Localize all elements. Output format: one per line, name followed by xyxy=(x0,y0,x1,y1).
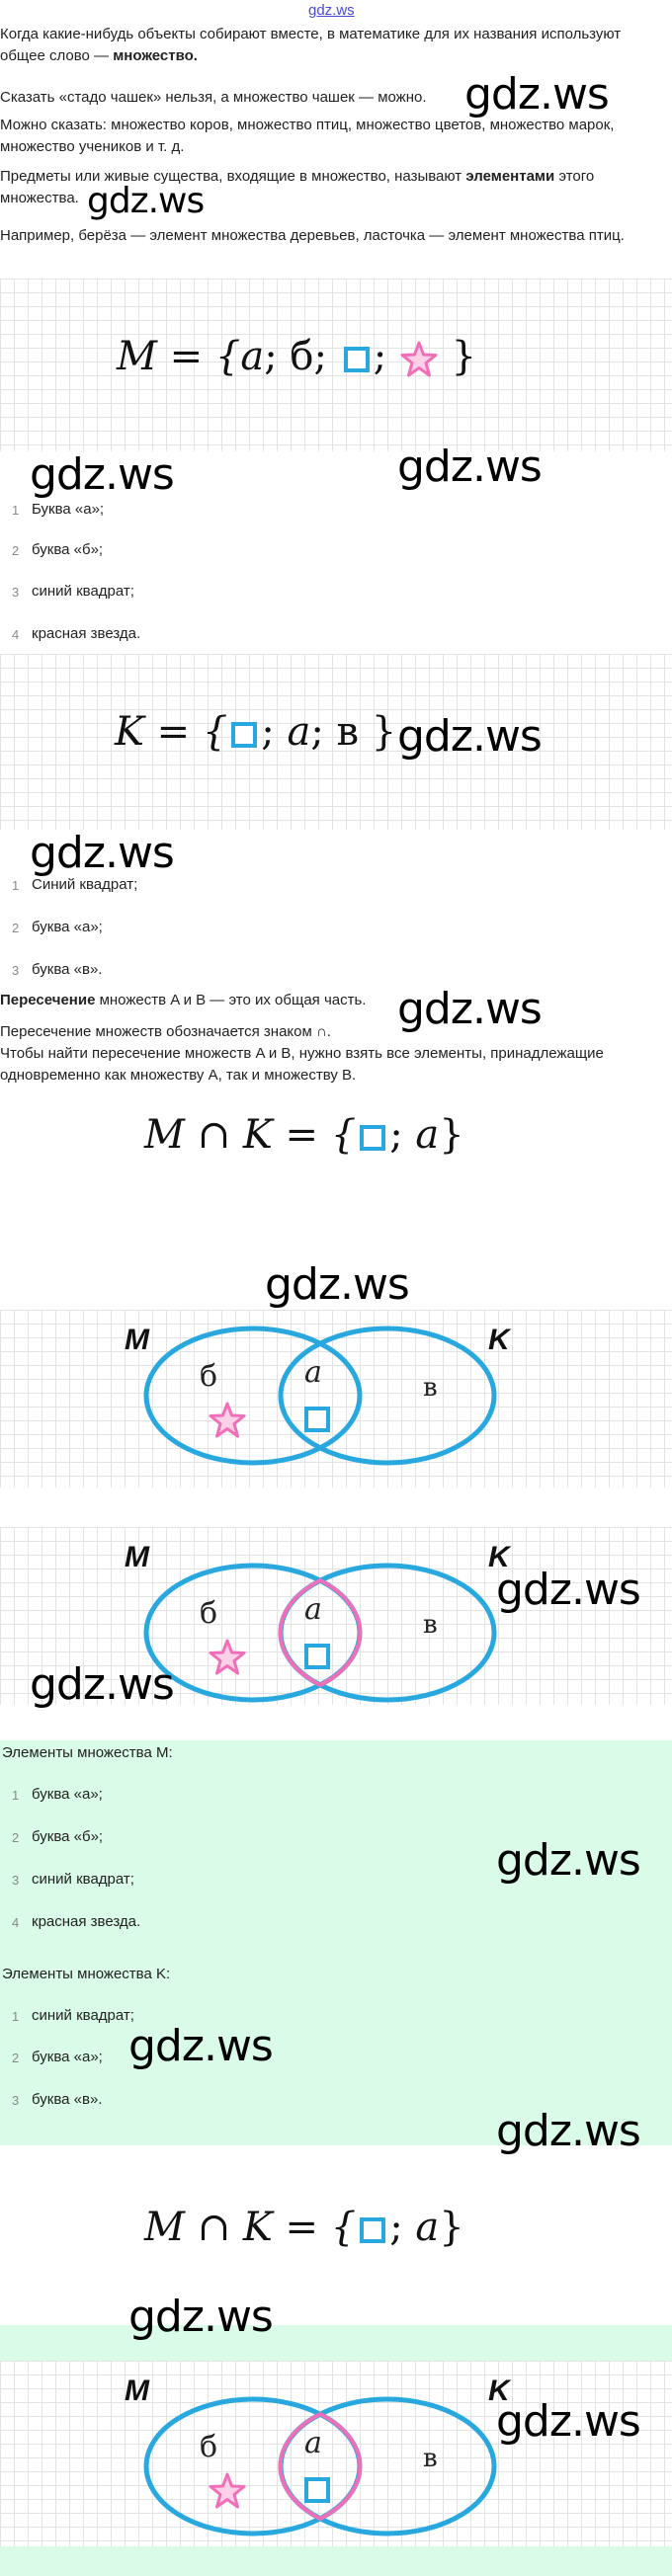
list-number: 2 xyxy=(12,921,20,935)
list-number: 3 xyxy=(12,1873,20,1888)
formula-intersection: M ∩ K = { ; a} xyxy=(144,1112,464,1158)
blue-square-icon xyxy=(304,1407,330,1432)
list-number: 1 xyxy=(12,2009,20,2024)
intersection-paragraph-1 xyxy=(0,990,668,1011)
intro-text: этого множества. xyxy=(0,168,595,206)
pink-star-icon xyxy=(208,1401,247,1440)
intro-text: Когда какие-нибудь объекты собирают вместе, в математике для их названия используют общее слово — xyxy=(0,26,622,64)
intro-paragraph-1 xyxy=(0,24,668,67)
elements-k-title: Элементы множества K: xyxy=(2,1966,171,1982)
venn-circles xyxy=(0,2361,672,2576)
watermark: gdz.ws xyxy=(496,2396,640,2447)
watermark: gdz.ws xyxy=(496,1835,640,1886)
list-item: буква «б»; xyxy=(32,541,104,558)
list-item: синий квадрат; xyxy=(32,1871,134,1888)
watermark: gdz.ws xyxy=(265,1259,409,1310)
element-a: a xyxy=(415,1112,440,1158)
watermark: gdz.ws xyxy=(464,69,609,120)
watermark: gdz.ws xyxy=(496,1565,640,1615)
watermark: gdz.ws xyxy=(397,711,542,762)
venn-element-b: б xyxy=(200,2430,218,2464)
elements-summary-block xyxy=(0,1740,672,2145)
list-number: 4 xyxy=(12,627,20,642)
formula-lhs: K = { xyxy=(115,709,228,755)
venn-element-b: б xyxy=(200,1359,218,1394)
site-logo[interactable]: gdz.ws xyxy=(308,2,355,19)
list-item: буква «б»; xyxy=(32,1828,104,1845)
formula-close: } xyxy=(451,334,477,379)
venn-label-m: M xyxy=(125,1541,149,1573)
venn-diagram-1 xyxy=(0,1310,672,1488)
blue-square-icon xyxy=(304,2477,330,2503)
list-number: 2 xyxy=(12,2051,20,2065)
venn-label-m: M xyxy=(125,2375,149,2407)
venn-label-k: K xyxy=(488,1541,510,1573)
venn-element-a: a xyxy=(304,2426,322,2460)
intro-text: Предметы или живые существа, входящие в множество, называют xyxy=(0,168,466,185)
list-item: синий квадрат; xyxy=(32,583,134,600)
watermark: gdz.ws xyxy=(87,181,205,221)
list-item: синий квадрат; xyxy=(32,2007,134,2024)
formula-set-k: K = { ; a; в } xyxy=(115,709,397,755)
green-strip xyxy=(0,2546,672,2576)
list-item: красная звезда. xyxy=(32,625,141,642)
intersection-paragraph-2: Пересечение множеств обозначается знаком ∩. xyxy=(0,1023,331,1040)
venn-diagram-3 xyxy=(0,2361,672,2576)
venn-element-a: a xyxy=(304,1592,322,1627)
blue-square-icon xyxy=(344,347,370,372)
pink-star-icon xyxy=(208,1638,247,1677)
intro-paragraph-5: Например, берёза — элемент множества деревьев, ласточка — элемент множества птиц. xyxy=(0,227,625,244)
blue-square-icon xyxy=(304,1644,330,1669)
watermark: gdz.ws xyxy=(128,2292,273,2342)
formula-close: } xyxy=(371,709,397,755)
list-item: буква «а»; xyxy=(32,2049,103,2065)
blue-square-icon xyxy=(360,2217,385,2243)
term-set: множество. xyxy=(113,47,198,64)
venn-element-v: в xyxy=(423,1373,438,1403)
intersection-text: множеств A и B — это их общая часть. xyxy=(95,992,367,1008)
formula-close: } xyxy=(439,2205,464,2250)
element-a: a xyxy=(240,334,265,379)
list-number: 3 xyxy=(12,585,20,600)
watermark: gdz.ws xyxy=(496,2106,640,2156)
venn-element-b: б xyxy=(200,1596,218,1631)
intro-paragraph-2: Сказать «стадо чашек» нельзя, а множество чашек — можно. xyxy=(0,89,427,106)
list-number: 2 xyxy=(12,543,20,558)
formula-lhs: M ∩ K = { xyxy=(144,2205,357,2250)
list-item: красная звезда. xyxy=(32,1913,141,1930)
grid-panel-set-k xyxy=(0,654,672,830)
watermark: gdz.ws xyxy=(30,828,174,878)
element-b: б xyxy=(290,334,314,379)
formula-lhs: M = { xyxy=(117,334,241,379)
venn-element-a: a xyxy=(304,1355,322,1390)
watermark: gdz.ws xyxy=(397,984,542,1034)
list-number: 3 xyxy=(12,2093,20,2108)
list-number: 1 xyxy=(12,503,20,518)
list-item: буква «в». xyxy=(32,961,103,978)
venn-label-k: K xyxy=(488,2375,510,2407)
venn-element-v: в xyxy=(423,1610,438,1640)
list-item: буква «в». xyxy=(32,2091,103,2108)
element-a: a xyxy=(287,709,311,755)
intro-paragraph-3: Можно сказать: множество коров, множество птиц, множество цветов, множество марок, множество учеников и т. д. xyxy=(0,117,615,155)
list-item: Синий квадрат; xyxy=(32,876,138,893)
green-strip xyxy=(0,2325,672,2361)
formula-lhs: M ∩ K = { xyxy=(144,1112,357,1158)
venn-label-m: M xyxy=(125,1324,149,1356)
list-item: Буква «а»; xyxy=(32,501,105,518)
list-number: 4 xyxy=(12,1915,20,1930)
venn-element-v: в xyxy=(423,2444,438,2473)
blue-square-icon xyxy=(360,1125,385,1151)
pink-star-icon xyxy=(399,340,439,379)
watermark: gdz.ws xyxy=(30,1659,174,1710)
element-v: в xyxy=(336,709,360,755)
element-a: a xyxy=(415,2205,440,2250)
formula-set-m: M = {a; б; ; } xyxy=(117,334,477,379)
list-number: 1 xyxy=(12,1788,20,1803)
venn-circles xyxy=(0,1310,672,1488)
term-intersection: Пересечение xyxy=(0,992,96,1008)
venn-label-k: K xyxy=(488,1324,510,1356)
elements-m-title: Элементы множества M: xyxy=(2,1744,173,1761)
list-number: 1 xyxy=(12,878,20,893)
list-item: буква «а»; xyxy=(32,919,103,935)
list-item: буква «а»; xyxy=(32,1786,103,1803)
intersection-paragraph-3: Чтобы найти пересечение множеств A и B, нужно взять все элементы, принадлежащие одновременно как множеству A, так и множеству B. xyxy=(0,1045,604,1084)
list-number: 2 xyxy=(12,1830,20,1845)
watermark: gdz.ws xyxy=(128,2021,273,2071)
formula-intersection-final: M ∩ K = { ; a} xyxy=(144,2205,464,2250)
watermark: gdz.ws xyxy=(397,442,542,492)
watermark: gdz.ws xyxy=(30,449,174,500)
list-number: 3 xyxy=(12,963,20,978)
pink-star-icon xyxy=(208,2471,247,2511)
formula-close: } xyxy=(439,1112,464,1158)
grid-panel-set-m xyxy=(0,279,672,451)
blue-square-icon xyxy=(231,722,257,748)
term-elements: элементами xyxy=(465,168,555,185)
